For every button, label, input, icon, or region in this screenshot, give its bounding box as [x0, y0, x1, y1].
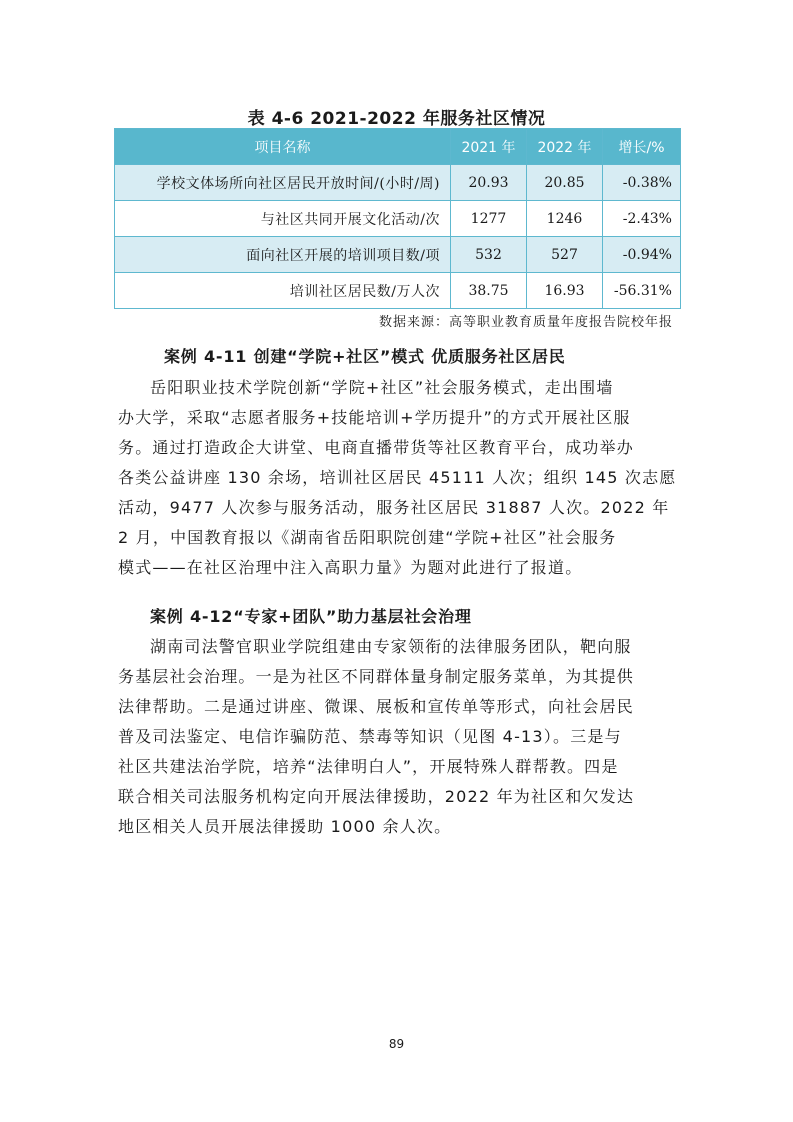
row-value-2022: 527	[527, 237, 603, 273]
header-2022: 2022 年	[527, 129, 603, 165]
paragraph-line: 务基层社会治理。一是为社区不同群体量身制定服务菜单，为其提供	[118, 667, 635, 686]
row-value-2022: 20.85	[527, 165, 603, 201]
row-item-name: 学校文体场所向社区居民开放时间/(小时/周)	[115, 165, 451, 201]
paragraph-line: 办大学，采取“志愿者服务+技能培训+学历提升”的方式开展社区服	[118, 408, 631, 427]
row-growth: -2.43%	[603, 201, 681, 237]
table-row	[115, 165, 681, 201]
table-row	[115, 201, 681, 237]
table-row	[115, 237, 681, 273]
paragraph-line: 2 月，中国教育报以《湖南省岳阳职院创建“学院+社区”社会服务	[118, 528, 617, 547]
service-table	[114, 128, 681, 309]
header-2021: 2021 年	[451, 129, 527, 165]
paragraph-line: 模式——在社区治理中注入高职力量》为题对此进行了报道。	[118, 558, 583, 577]
header-item-name: 项目名称	[115, 129, 451, 165]
paragraph-line: 活动，9477 人次参与服务活动，服务社区居民 31887 人次。2022 年	[118, 498, 670, 517]
row-item-name: 面向社区开展的培训项目数/项	[115, 237, 451, 273]
row-value-2021: 38.75	[451, 273, 527, 309]
table-title: 表 4-6 2021-2022 年服务社区情况	[247, 109, 546, 129]
row-value-2022: 1246	[527, 201, 603, 237]
paragraph-line: 岳阳职业技术学院创新“学院+社区”社会服务模式，走出围墙	[150, 378, 614, 397]
row-growth: -0.38%	[603, 165, 681, 201]
row-value-2021: 20.93	[451, 165, 527, 201]
row-item-name: 培训社区居民数/万人次	[115, 273, 451, 309]
paragraph-line: 各类公益讲座 130 余场，培训社区居民 45111 人次；组织 145 次志愿	[118, 468, 677, 487]
paragraph-line: 社区共建法治学院，培养“法律明白人”，开展特殊人群帮教。四是	[118, 757, 619, 776]
table-header-row	[115, 129, 681, 165]
paragraph-line: 联合相关司法服务机构定向开展法律援助，2022 年为社区和欠发达	[118, 787, 635, 806]
row-value-2021: 532	[451, 237, 527, 273]
paragraph-line: 地区相关人员开展法律援助 1000 余人次。	[118, 817, 452, 836]
row-value-2021: 1277	[451, 201, 527, 237]
case-4-11-title: 案例 4-11 创建“学院+社区”模式 优质服务社区居民	[164, 347, 566, 366]
case-4-11-body	[118, 373, 678, 583]
row-growth: -56.31%	[603, 273, 681, 309]
case-4-12-title: 案例 4-12“专家+团队”助力基层社会治理	[150, 607, 472, 626]
row-item-name: 与社区共同开展文化活动/次	[115, 201, 451, 237]
paragraph-line: 法律帮助。二是通过讲座、微课、展板和宣传单等形式，向社会居民	[118, 697, 635, 716]
header-growth: 增长/%	[603, 129, 681, 165]
paragraph-line: 普及司法鉴定、电信诈骗防范、禁毒等知识（见图 4-13）。三是与	[118, 727, 622, 746]
table-row	[115, 273, 681, 309]
paragraph-line: 湖南司法警官职业学院组建由专家领衔的法律服务团队，靶向服	[150, 637, 632, 656]
row-value-2022: 16.93	[527, 273, 603, 309]
case-4-12-body	[118, 632, 678, 842]
paragraph-line: 务。通过打造政企大讲堂、电商直播带货等社区教育平台，成功举办	[118, 438, 635, 457]
table-source-note: 数据来源：高等职业教育质量年度报告院校年报	[378, 315, 673, 330]
row-growth: -0.94%	[603, 237, 681, 273]
page-number: 89	[388, 1037, 405, 1051]
